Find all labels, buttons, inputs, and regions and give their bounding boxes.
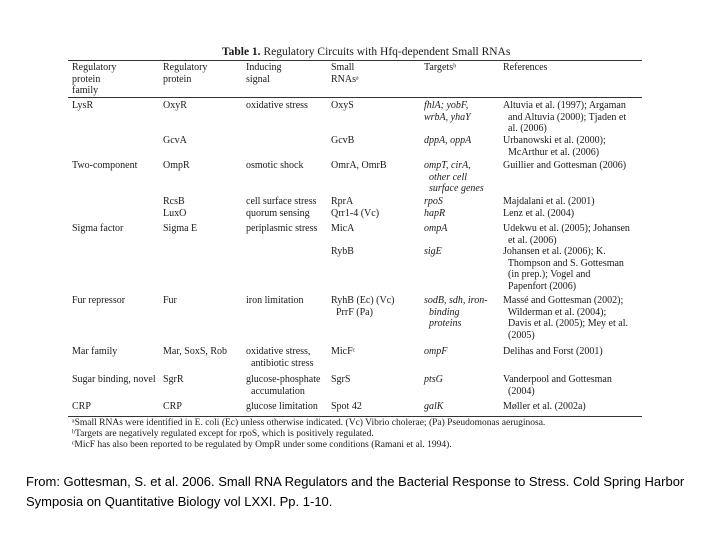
cell-line: iron limitation bbox=[246, 295, 304, 306]
cell-family bbox=[72, 401, 91, 413]
cell-family bbox=[72, 295, 125, 307]
cell-line: surface genes bbox=[424, 183, 484, 194]
header-targets bbox=[424, 62, 456, 74]
cell-signal bbox=[246, 295, 304, 307]
cell-references bbox=[503, 246, 624, 292]
cell-targets bbox=[424, 223, 447, 235]
cell-protein bbox=[163, 135, 187, 147]
cell-targets bbox=[424, 196, 445, 219]
top-rule bbox=[68, 60, 642, 61]
cell-line: oxidative stress, bbox=[246, 346, 311, 357]
cell-line: hapR bbox=[424, 207, 446, 219]
cell-line: OxyR bbox=[163, 100, 187, 111]
cell-references bbox=[503, 135, 606, 158]
cell-line: periplasmic stress bbox=[246, 223, 318, 234]
cell-line: accumulation bbox=[246, 385, 305, 397]
cell-signal bbox=[246, 196, 317, 219]
table-title bbox=[222, 46, 510, 58]
cell-line: Mar, SoxS, Rob bbox=[163, 346, 228, 357]
cell-line: Wilderman et al. (2004); bbox=[503, 306, 607, 318]
cell-line: antibiotic stress bbox=[246, 357, 314, 369]
cell-protein bbox=[163, 223, 197, 235]
cell-line: ptsG bbox=[424, 374, 443, 385]
cell-signal bbox=[246, 374, 320, 397]
cell-line: fhlA; yobF, bbox=[424, 100, 469, 111]
cell-line: RcsB bbox=[163, 196, 185, 207]
cell-protein bbox=[163, 160, 190, 172]
cell-line: sigE bbox=[424, 246, 442, 257]
cell-signal bbox=[246, 401, 318, 413]
header-line: Small bbox=[331, 62, 355, 73]
cell-signal bbox=[246, 160, 304, 172]
header-line: protein bbox=[72, 73, 101, 85]
cell-line: CRP bbox=[163, 401, 182, 412]
header-line: Targetsᵇ bbox=[424, 62, 457, 73]
cell-rna bbox=[331, 160, 387, 172]
cell-line: Thompson and S. Gottesman bbox=[503, 257, 624, 269]
cell-line: Two-component bbox=[72, 160, 138, 171]
header-line: family bbox=[72, 85, 99, 96]
cell-rna bbox=[331, 246, 354, 258]
cell-references bbox=[503, 100, 626, 135]
bottom-rule bbox=[68, 416, 642, 417]
cell-line: galK bbox=[424, 401, 444, 412]
cell-rna bbox=[331, 295, 394, 318]
cell-family bbox=[72, 346, 117, 358]
cell-line: (2004) bbox=[503, 385, 535, 397]
cell-rna bbox=[331, 196, 379, 219]
cell-targets bbox=[424, 401, 443, 413]
cell-targets bbox=[424, 246, 442, 258]
cell-protein bbox=[163, 295, 177, 307]
cell-line: sodB, sdh, iron- bbox=[424, 295, 488, 306]
cell-line: ompT, cirA, bbox=[424, 160, 471, 171]
cell-line: CRP bbox=[72, 401, 91, 412]
cell-protein bbox=[163, 100, 187, 112]
cell-line: and Altuvia (2000); Tjaden et bbox=[503, 111, 627, 123]
cell-line: Lenz et al. (2004) bbox=[503, 207, 575, 219]
header-family bbox=[72, 62, 116, 97]
cell-targets bbox=[424, 135, 471, 147]
cell-line: LysR bbox=[72, 100, 94, 111]
cell-signal bbox=[246, 223, 317, 235]
cell-family bbox=[72, 374, 156, 386]
cell-targets bbox=[424, 374, 443, 386]
header-rule bbox=[68, 97, 642, 98]
cell-line: al. (2006) bbox=[503, 123, 547, 134]
cell-line: Sugar binding, novel bbox=[72, 374, 156, 385]
cell-protein bbox=[163, 196, 186, 219]
cell-line: Udekwu et al. (2005); Johansen bbox=[503, 223, 630, 234]
cell-targets bbox=[424, 295, 488, 330]
cell-line: (in prep.); Vogel and bbox=[503, 269, 591, 280]
cell-line: proteins bbox=[424, 318, 462, 329]
cell-family bbox=[72, 223, 123, 235]
cell-line: Davis et al. (2005); Mey et al. bbox=[503, 318, 628, 329]
table-title-text: Regulatory Circuits with Hfq-dependent Small RNAs bbox=[263, 46, 511, 58]
cell-line: dppA, oppA bbox=[424, 135, 472, 146]
cell-line: Sigma E bbox=[163, 223, 198, 234]
cell-line: et al. (2006) bbox=[503, 234, 557, 246]
cell-line: GcvA bbox=[163, 135, 187, 146]
header-rna bbox=[331, 62, 359, 85]
cell-references bbox=[503, 401, 586, 413]
header-line: RNAsᵃ bbox=[331, 73, 359, 85]
header-line: protein bbox=[163, 73, 192, 85]
cell-signal bbox=[246, 100, 308, 112]
cell-line: glucose-phosphate bbox=[246, 374, 321, 385]
header-line: References bbox=[503, 62, 548, 73]
cell-line: Altuvia et al. (1997); Argaman bbox=[503, 100, 626, 111]
cell-references bbox=[503, 346, 603, 358]
cell-line: RybB bbox=[331, 246, 354, 257]
header-protein bbox=[163, 62, 207, 85]
cell-line: Urbanowski et al. (2000); bbox=[503, 135, 606, 146]
cell-line: RprA bbox=[331, 196, 354, 207]
cell-line: glucose limitation bbox=[246, 401, 318, 412]
cell-signal bbox=[246, 346, 314, 369]
cell-line: wrbA, yhaY bbox=[424, 111, 471, 123]
cell-line: quorum sensing bbox=[246, 207, 310, 219]
cell-targets bbox=[424, 346, 447, 358]
cell-rna bbox=[331, 374, 350, 386]
cell-line: rpoS bbox=[424, 196, 443, 207]
cell-line: osmotic shock bbox=[246, 160, 304, 171]
cell-rna bbox=[331, 100, 354, 112]
source-caption: From: Gottesman, S. et al. 2006. Small RNA Regulators and the Bacterial Response to Stress. Cold Spring Harbor Symposia on Quantitative Biology vol LXXI. Pp. 1-10. bbox=[26, 474, 685, 509]
cell-rna bbox=[331, 223, 354, 235]
cell-targets bbox=[424, 160, 484, 195]
cell-references bbox=[503, 295, 628, 341]
header-line: Inducing bbox=[246, 62, 282, 73]
cell-line: McArthur et al. (2006) bbox=[503, 146, 600, 158]
cell-line: oxidative stress bbox=[246, 100, 308, 111]
cell-line: PrrF (Pa) bbox=[331, 306, 373, 318]
cell-rna bbox=[331, 346, 355, 358]
header-line: Regulatory bbox=[163, 62, 208, 73]
cell-references bbox=[503, 160, 626, 172]
cell-targets bbox=[424, 100, 471, 123]
cell-line: Massé and Gottesman (2002); bbox=[503, 295, 624, 306]
cell-line: OmrA, OmrB bbox=[331, 160, 387, 171]
cell-family bbox=[72, 100, 93, 112]
cell-line: LuxO bbox=[163, 207, 187, 219]
cell-references bbox=[503, 374, 612, 397]
cell-line: Qrr1-4 (Vc) bbox=[331, 207, 380, 219]
header-line: Regulatory bbox=[72, 62, 117, 73]
cell-line: Vanderpool and Gottesman bbox=[503, 374, 612, 385]
cell-references bbox=[503, 223, 630, 246]
cell-line: Sigma factor bbox=[72, 223, 124, 234]
cell-line: Fur bbox=[163, 295, 177, 306]
cell-line: Mar family bbox=[72, 346, 118, 357]
cell-line: ompF bbox=[424, 346, 448, 357]
cell-line: cell surface stress bbox=[246, 196, 317, 207]
cell-rna bbox=[331, 401, 362, 413]
cell-line: SgrS bbox=[331, 374, 351, 385]
cell-protein bbox=[163, 401, 182, 413]
cell-protein bbox=[163, 374, 184, 386]
cell-protein bbox=[163, 346, 227, 358]
footnote-c: ᶜMicF has also been reported to be regulated by OmpR under some conditions (Ramani et al. 1994). bbox=[72, 440, 452, 450]
cell-line: RyhB (Ec) (Vc) bbox=[331, 295, 395, 306]
cell-line: Møller et al. (2002a) bbox=[503, 401, 586, 412]
cell-rna bbox=[331, 135, 354, 147]
cell-line: Majdalani et al. (2001) bbox=[503, 196, 595, 207]
footnote-a: ᵃSmall RNAs were identified in E. coli (Ec) unless otherwise indicated. (Vc) Vibrio cholerae; (Pa) Pseudomonas aeruginosa. bbox=[72, 418, 546, 428]
cell-references bbox=[503, 196, 595, 219]
cell-line: Papenfort (2006) bbox=[503, 280, 577, 292]
header-line: signal bbox=[246, 73, 270, 85]
cell-line: ompA bbox=[424, 223, 448, 234]
cell-line: MicFᶜ bbox=[331, 346, 356, 357]
cell-line: OxyS bbox=[331, 100, 354, 111]
cell-line: Fur repressor bbox=[72, 295, 126, 306]
cell-line: binding bbox=[424, 306, 460, 318]
cell-line: OmpR bbox=[163, 160, 190, 171]
table-number: Table 1. bbox=[222, 46, 261, 58]
cell-line: Delihas and Forst (2001) bbox=[503, 346, 603, 357]
footnote-b: ᵇTargets are negatively regulated except for rpoS, which is positively regulated. bbox=[72, 429, 374, 439]
header-references bbox=[503, 62, 547, 74]
cell-line: Guillier and Gottesman (2006) bbox=[503, 160, 627, 171]
cell-family bbox=[72, 160, 137, 172]
cell-line: MicA bbox=[331, 223, 355, 234]
cell-line: Spot 42 bbox=[331, 401, 362, 412]
header-signal bbox=[246, 62, 282, 85]
cell-line: other cell bbox=[424, 171, 468, 183]
cell-line: (2005) bbox=[503, 329, 535, 341]
cell-line: SgrR bbox=[163, 374, 184, 385]
cell-line: Johansen et al. (2006); K. bbox=[503, 246, 606, 257]
cell-line: GcvB bbox=[331, 135, 355, 146]
